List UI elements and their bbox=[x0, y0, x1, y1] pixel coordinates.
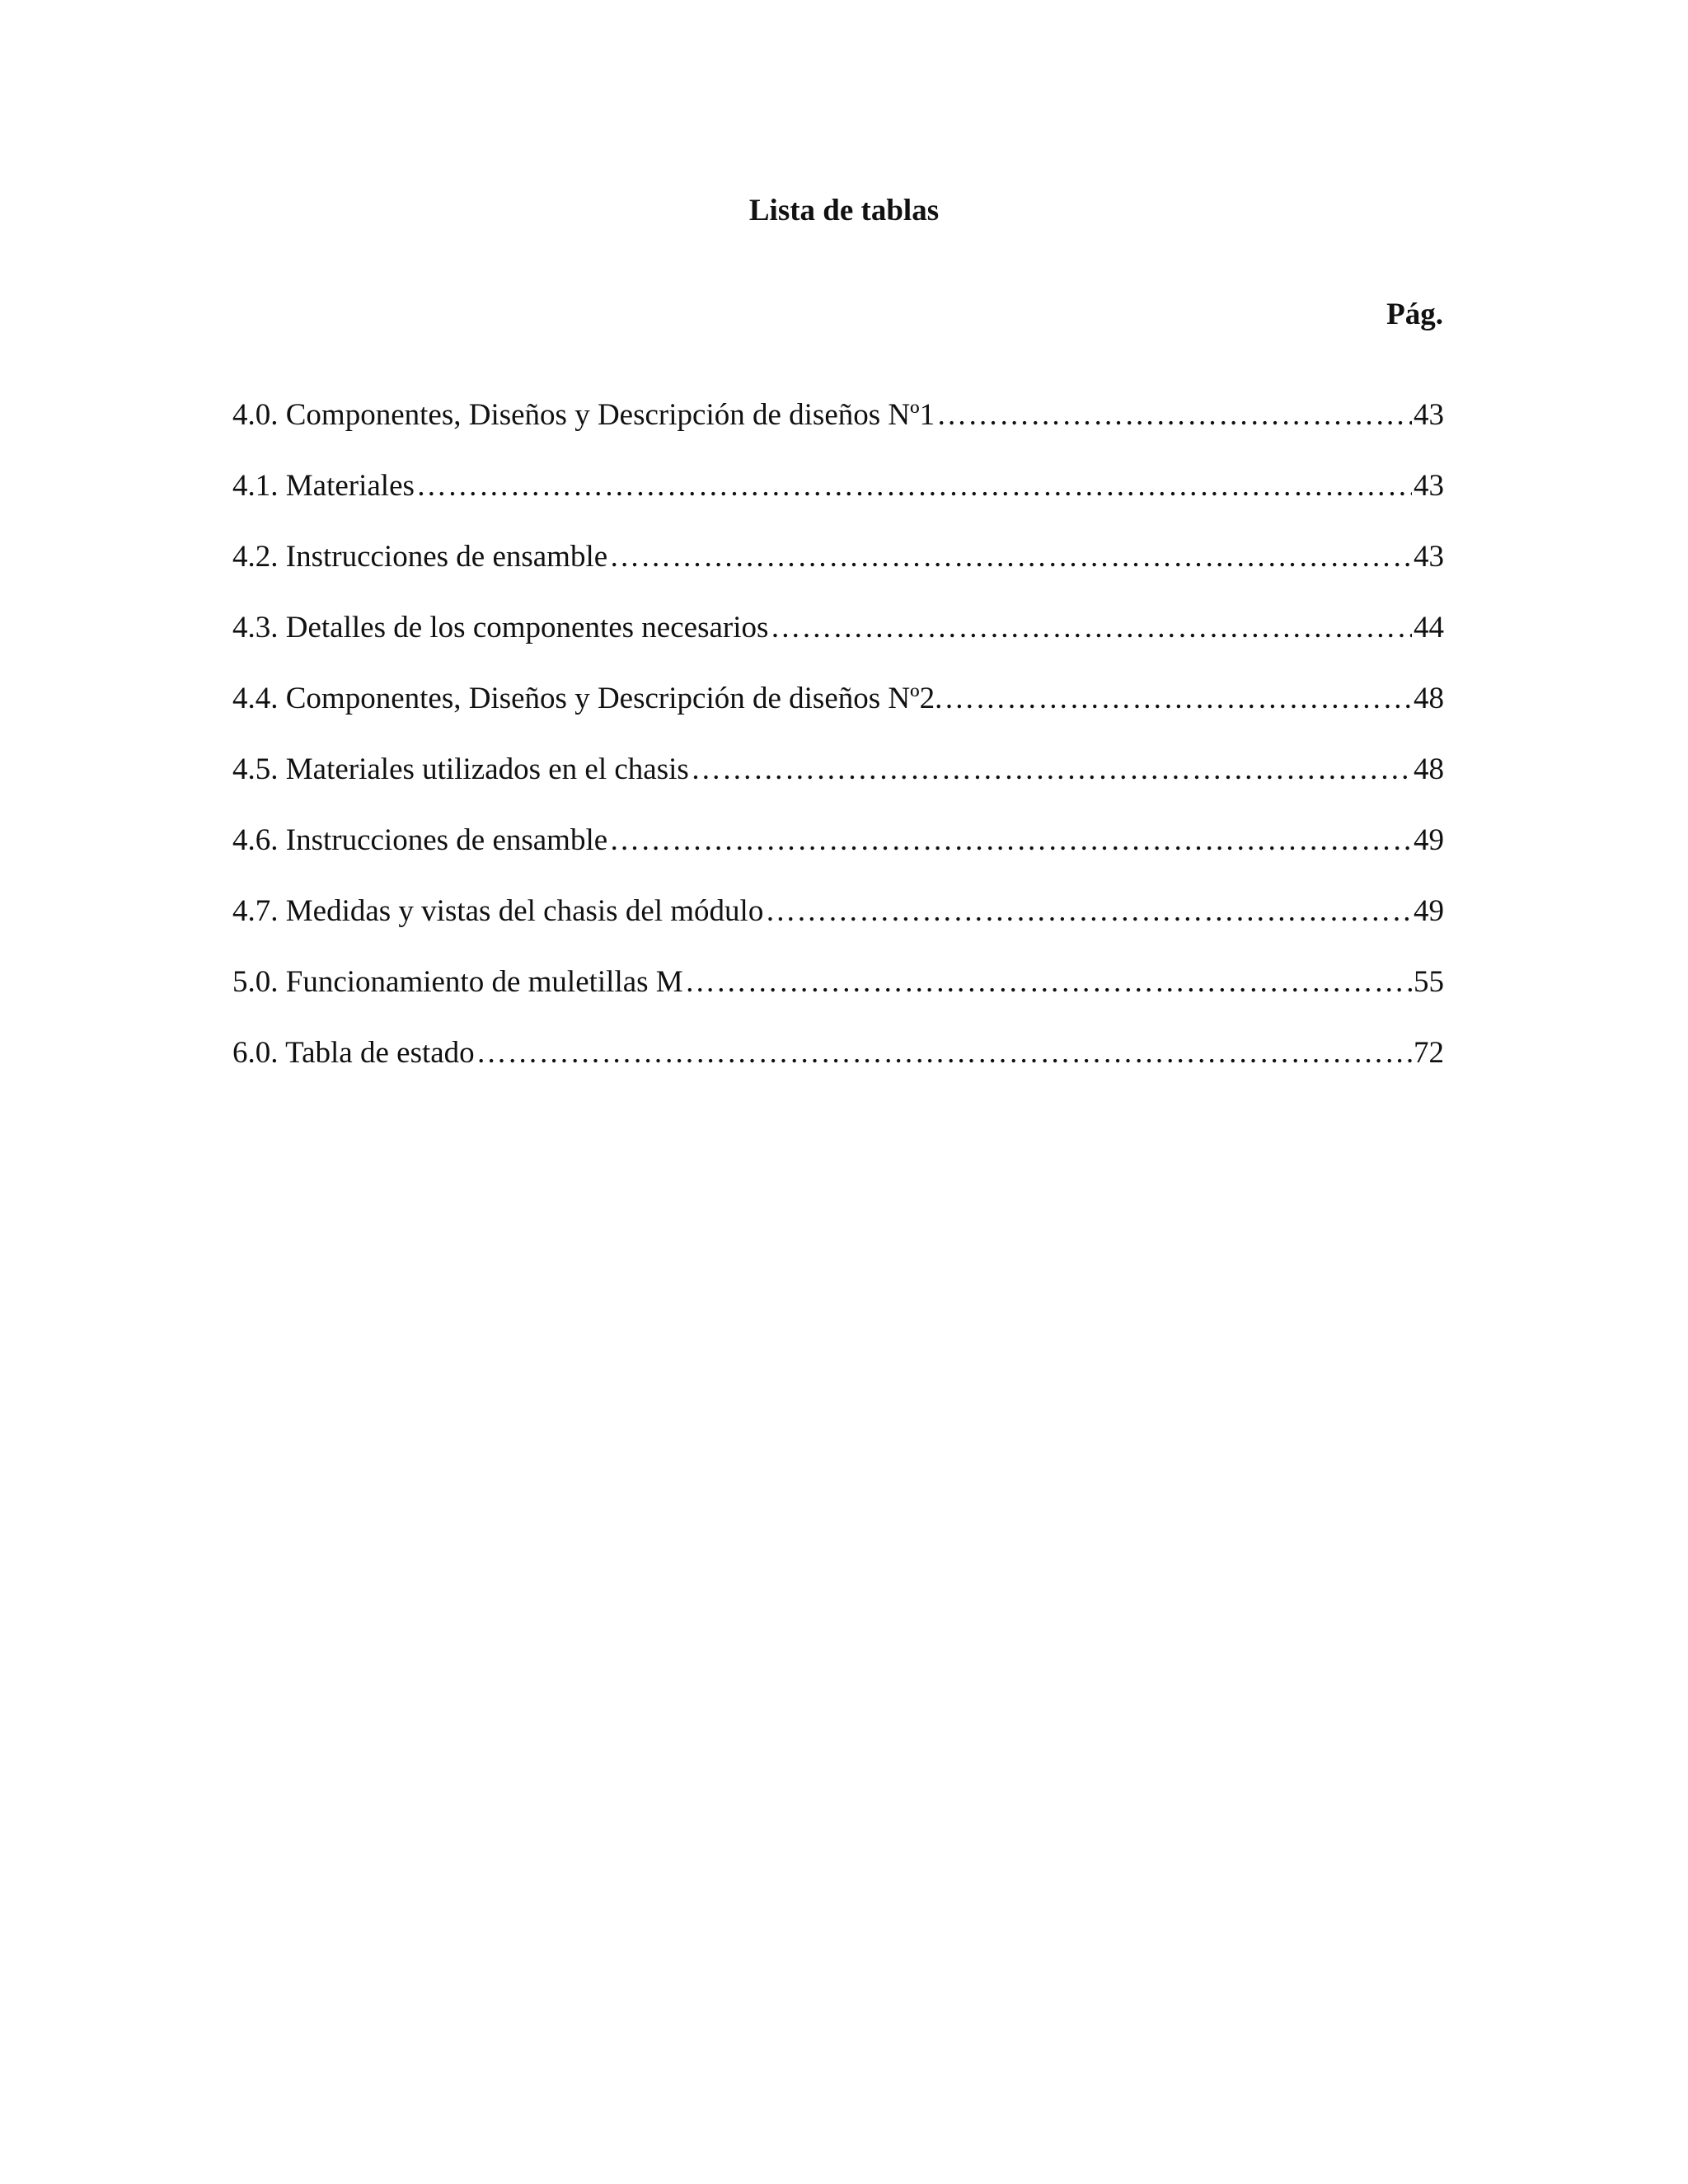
dot-leader bbox=[936, 396, 1412, 435]
dot-leader bbox=[476, 1033, 1412, 1073]
entry-label: 6.0. Tabla de estado bbox=[232, 1036, 475, 1070]
entry-page-number: 72 bbox=[1414, 1036, 1444, 1070]
entry-label: 4.6. Instrucciones de ensamble bbox=[232, 823, 608, 857]
table-list-entry bbox=[232, 537, 1444, 608]
dot-leader bbox=[609, 821, 1412, 860]
table-list-entry bbox=[232, 608, 1444, 679]
table-list-entry bbox=[232, 892, 1444, 963]
entry-label: 4.2. Instrucciones de ensamble bbox=[232, 540, 608, 574]
entry-page-number: 43 bbox=[1414, 540, 1444, 574]
dot-leader bbox=[416, 466, 1412, 506]
page-column-header: Pág. bbox=[1386, 298, 1443, 331]
entry-label: 4.3. Detalles de los componentes necesarios bbox=[232, 611, 769, 644]
entry-page-number: 48 bbox=[1414, 682, 1444, 715]
entry-page-number: 55 bbox=[1414, 965, 1444, 999]
table-list-entry bbox=[232, 466, 1444, 537]
entry-label: 4.4. Componentes, Diseños y Descripción de diseños Nº2. bbox=[232, 682, 943, 715]
dot-leader bbox=[944, 679, 1412, 719]
dot-leader bbox=[770, 608, 1412, 648]
entry-label: 4.1. Materiales bbox=[232, 469, 415, 503]
dot-leader bbox=[685, 963, 1412, 1002]
dot-leader bbox=[765, 892, 1412, 931]
entry-label: 4.7. Medidas y vistas del chasis del módulo bbox=[232, 894, 764, 928]
dot-leader bbox=[609, 537, 1412, 577]
table-list-entry bbox=[232, 396, 1444, 466]
table-list-entry bbox=[232, 963, 1444, 1033]
entry-page-number: 43 bbox=[1414, 398, 1444, 432]
entry-page-number: 49 bbox=[1414, 823, 1444, 857]
entry-page-number: 43 bbox=[1414, 469, 1444, 503]
entry-page-number: 49 bbox=[1414, 894, 1444, 928]
entry-page-number: 44 bbox=[1414, 611, 1444, 644]
table-list bbox=[232, 396, 1444, 1104]
table-list-entry bbox=[232, 750, 1444, 821]
entry-page-number: 48 bbox=[1414, 752, 1444, 786]
entry-label: 4.0. Componentes, Diseños y Descripción de diseños Nº1 bbox=[232, 398, 935, 432]
page-title: Lista de tablas bbox=[748, 194, 940, 227]
table-list-entry bbox=[232, 1033, 1444, 1104]
entry-label: 5.0. Funcionamiento de muletillas M bbox=[232, 965, 683, 999]
table-list-entry bbox=[232, 679, 1444, 750]
entry-label: 4.5. Materiales utilizados en el chasis bbox=[232, 752, 689, 786]
table-list-entry bbox=[232, 821, 1444, 892]
dot-leader bbox=[691, 750, 1412, 790]
